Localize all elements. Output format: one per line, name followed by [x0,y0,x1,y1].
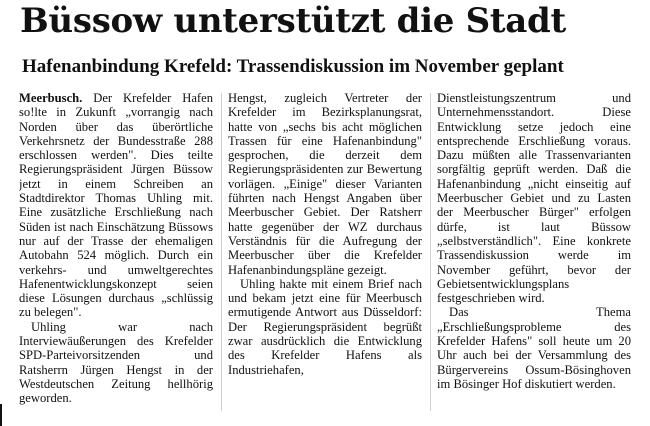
paragraph-text: Der Krefelder Hafen so!lte in Zukunft „vorrangig nach Norden über das überörtliche Verkehrsnetz der Bundesstraße 288 erschlossen werden". Dies teilte Regierungspräsident Jürgen Büssow jetzt in einem Schreiben an Stadtdirektor Thomas Uhling mit. Eine zusätzliche Erschließung nach Süden ist nach Einschätzung Büssows nur auf der Trasse der ehemaligen Autobahn 524 möglich. Durch ein verkehrs- und umweltgerechtes Hafenentwicklungskonzept seien diese Lösungen durchaus „schlüssig zu belegen". [19,91,213,320]
column-divider [221,93,222,411]
scan-edge-mark [0,404,2,426]
article-column-3 [437,91,631,421]
article-paragraph: Das Thema „Erschließungsprobleme des Krefelder Hafens" soll heute um 20 Uhr auch bei der Versammlung des Bürgervereins Ossum-Bösinghoven im Bösinger Hof diskutiert werden. [437,305,631,391]
article-headline: Büssow unterstützt die Stadt [20,1,566,41]
article-subheadline: Hafenanbindung Krefeld: Trassendiskussion im November geplant [22,56,564,77]
article-paragraph: Uhling hakte mit einem Brief nach und bekam jetzt eine für Meerbusch ermutigende Antwort aus Düsseldorf: Der Regierungspräsident begrüßt zwar ausdrücklich die Entwicklung des Krefelder Hafens als Industriehafen, [228,276,422,377]
article-paragraph: Dienstleistungszentrum und Unternehmensstandort. Diese Entwicklung setze jedoch eine entsprechende Erschließung voraus. Dazu müßten alle Trassenvarianten sorgfältig geprüft werden. Daß die Hafenanbindung „nicht einseitig auf Meerbuscher Gebiet und zu Lasten der Meerbuscher Bürger" erfolgen dürfe, ist laut Büssow „selbstverständlich". Eine konkrete Trassendiskussion werde im November geführt, bevor der Gebietsentwicklungsplans festgeschrieben wird. [437,91,631,306]
dateline: Meerbusch. [19,91,83,105]
article-column-2 [228,91,422,421]
article-paragraph [19,91,213,320]
column-divider [430,93,431,411]
article-paragraph: Hengst, zugleich Vertreter der Krefelder im Bezirksplanungsrat, hatte von „sechs bis acht möglichen Trassen für eine Hafenanbindung" gesprochen, die derzeit dem Regierungspräsidenten zur Bewertung vorlägen. „Einige" dieser Varianten führten nach Hengst Angaben über Meerbuscher Gebiet. Der Ratsherr hatte gegenüber der WZ durchaus Verständnis für die Aufregung der Meerbuscher über die Krefelder Hafenanbindungspläne gezeigt. [228,91,422,277]
article-body [19,91,631,421]
article-paragraph: Uhling war nach Interviewäußerungen des Krefelder SPD-Parteivorsitzenden und Ratsherrn Jürgen Hengst in der Westdeutschen Zeitung hellhörig geworden. [19,319,213,406]
article-column-1 [19,91,213,421]
